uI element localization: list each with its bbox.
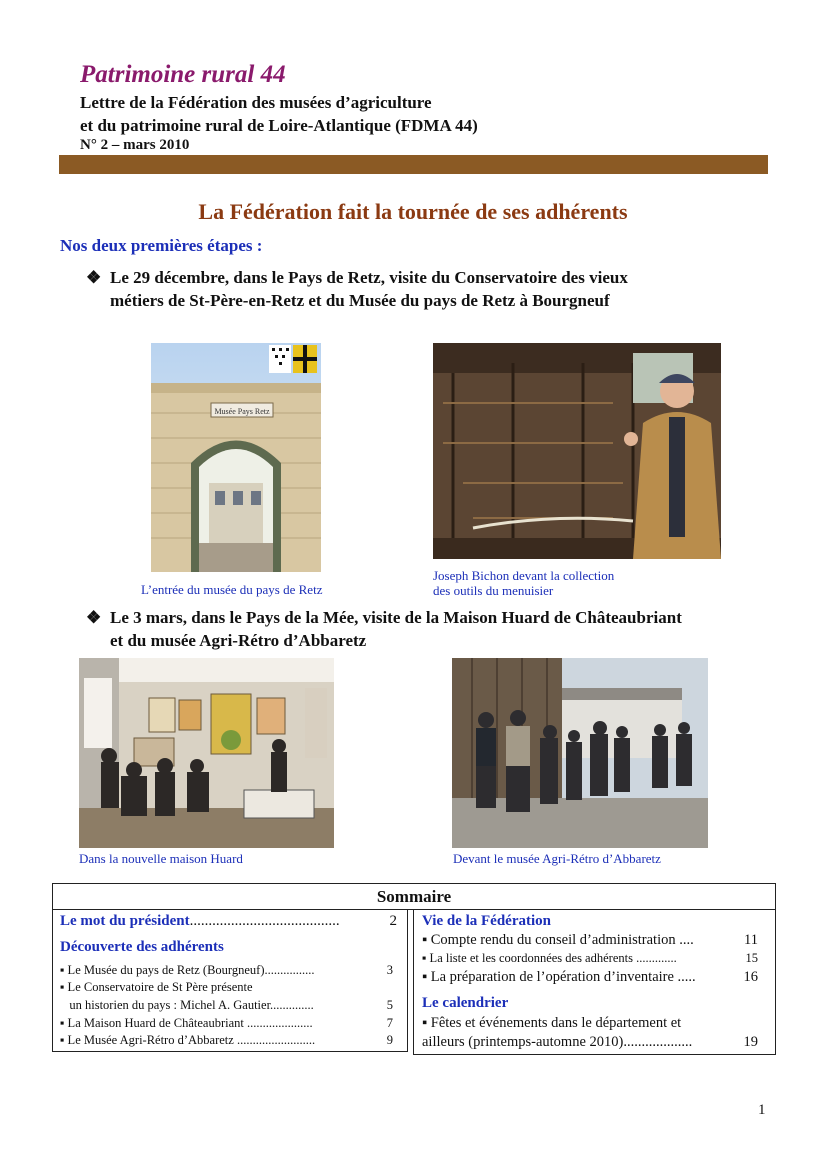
caption-museum-entrance: L’entrée du musée du pays de Retz [141,582,323,597]
newsletter-subtitle-line2: et du patrimoine rural de Loire-Atlantique (FDMA 44) [80,116,478,135]
bullet2-line2: et du musée Agri-Rétro d’Abbaretz [110,631,367,650]
stage-bullet-2 [86,606,682,652]
sommaire-left-column [52,909,408,1052]
sommaire-mot-president[interactable] [60,913,340,930]
caption-maison-huard: Dans la nouvelle maison Huard [79,851,243,866]
bullet1-line2: métiers de St-Père-en-Retz et du Musée du pays de Retz à Bourgneuf [110,291,610,310]
newsletter-title: Patrimoine rural 44 [80,61,286,88]
sommaire-item[interactable]: ▪ Le Musée du pays de Retz (Bourgneuf)................ [60,963,315,977]
caption-agri-retro: Devant le musée Agri-Rétro d’Abbaretz [453,851,661,866]
header-rule [59,155,768,174]
sommaire-item-page: 19 [743,1034,758,1050]
newsletter-subtitle-line1: Lettre de la Fédération des musées d’agriculture [80,93,432,112]
sommaire-item-page: 5 [386,998,393,1012]
sommaire-item[interactable]: ▪ La préparation de l’opération d’inventaire ..... [422,969,696,985]
sommaire-item-page: 7 [386,1016,393,1030]
sommaire-item[interactable]: ▪ Compte rendu du conseil d’administration .... [422,932,694,948]
sommaire-item[interactable]: ▪ Fêtes et événements dans le département et [422,1015,682,1031]
calendrier-title: Le calendrier [422,995,509,1011]
stages-title: Nos deux premières étapes : [60,236,263,255]
sommaire-item[interactable]: un historien du pays : Michel A. Gautier.............. [60,998,314,1012]
sommaire-item-page: 16 [743,969,758,985]
museum-sign: Musée Pays Retz [214,407,270,416]
sommaire-item-page: 3 [386,963,393,977]
photo-museum-entrance [151,343,321,572]
sommaire-item-page: 9 [386,1033,393,1047]
sommaire-item[interactable]: ▪ Le Conservatoire de St Père présente [60,980,253,994]
issue-number: N° 2 – mars 2010 [80,137,190,153]
page-number: 1 [758,1102,766,1118]
mot-president-dots: ........................................ [189,913,340,929]
sommaire-item[interactable]: ▪ Le Musée Agri-Rétro d’Abbaretz ......................... [60,1033,316,1047]
vie-federation-title: Vie de la Fédération [422,913,552,929]
sommaire-item-page: 11 [744,932,758,948]
sommaire-right-column [413,909,776,1055]
bullet2-line1: Le 3 mars, dans le Pays de la Mée, visite de la Maison Huard de Châteaubriant [110,608,682,627]
sommaire-item[interactable]: ailleurs (printemps-automne 2010)................... [422,1034,693,1050]
article-headline: La Fédération fait la tournée de ses adhérents [198,199,628,224]
diamond-bullet-icon: ❖ [86,608,102,627]
caption-woodworking [433,568,614,598]
caption-woodworking-line1: Joseph Bichon devant la collection [433,568,615,583]
mot-president-page: 2 [389,913,397,929]
sommaire-item[interactable]: ▪ La liste et les coordonnées des adhérents ............. [422,951,677,965]
photo-agri-retro-group [452,658,708,848]
stage-bullet-1 [86,266,628,312]
sommaire-title: Sommaire [52,883,776,910]
sommaire-item-page: 15 [745,951,758,965]
bullet1-line1: Le 29 décembre, dans le Pays de Retz, visite du Conservatoire des vieux [110,268,628,287]
sommaire-item[interactable]: ▪ La Maison Huard de Châteaubriant ..................... [60,1016,313,1030]
photo-maison-huard [79,658,334,848]
caption-woodworking-line2: des outils du menuisier [433,583,554,598]
photo-woodworking-collection [433,343,721,559]
diamond-bullet-icon: ❖ [86,268,102,287]
decouverte-title: Découverte des adhérents [60,939,224,955]
mot-president-label: Le mot du président [60,913,190,929]
